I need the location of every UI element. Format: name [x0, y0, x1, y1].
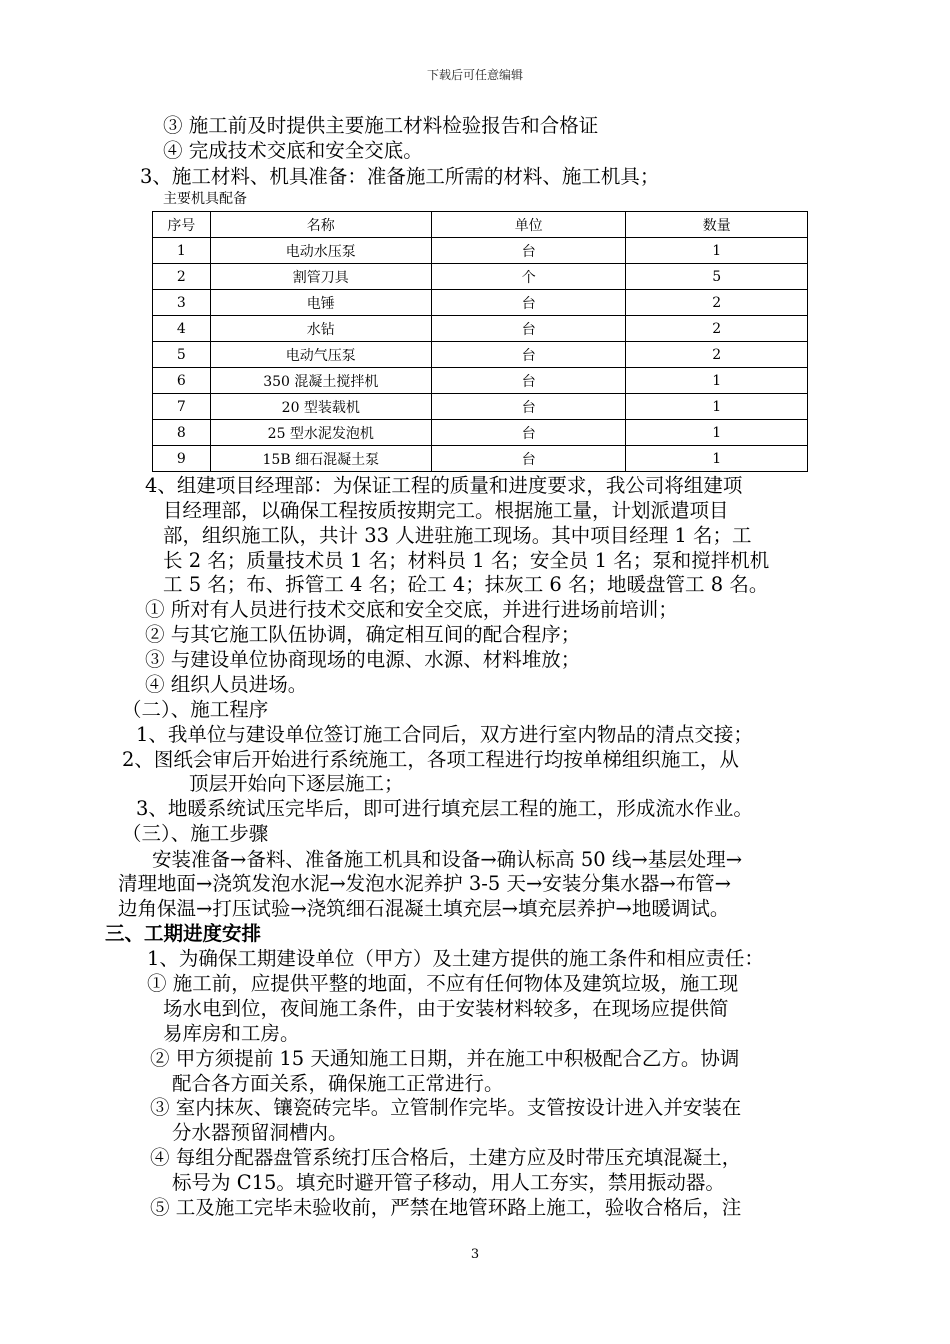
text-line: ③ 与建设单位协商现场的电源、水源、材料堆放；	[145, 648, 581, 671]
table-cell: 个	[431, 264, 625, 290]
equipment-table	[152, 211, 808, 472]
table-header-row	[153, 212, 808, 238]
table-row	[153, 316, 808, 342]
text-line: ① 所对有人员进行技术交底和安全交底，并进行进场前培训；	[145, 598, 678, 621]
text-line: 工 5 名；布、拆管工 4 名；砼工 4；抹灰工 6 名；地暖盘管工 8 名。	[163, 573, 769, 596]
text-line: 边角保温→打压试验→浇筑细石混凝土填充层→填充层养护→地暖调试。	[118, 897, 730, 920]
table-cell: 割管刀具	[210, 264, 431, 290]
text-line: ③ 施工前及时提供主要施工材料检验报告和合格证	[163, 114, 599, 137]
table-cell: 2	[153, 264, 211, 290]
table-row	[153, 342, 808, 368]
table-cell: 1	[626, 446, 808, 472]
table-cell: 2	[626, 316, 808, 342]
table-caption: 主要机具配备	[163, 191, 247, 207]
table-row	[153, 446, 808, 472]
page-header: 下载后可任意编辑	[426, 68, 523, 82]
table-cell: 6	[153, 368, 211, 394]
table-cell: 5	[626, 264, 808, 290]
table-row	[153, 264, 808, 290]
table-cell: 7	[153, 394, 211, 420]
table-cell: 1	[626, 238, 808, 264]
chapter-heading: 三、工期进度安排	[105, 922, 262, 945]
table-cell: 2	[626, 290, 808, 316]
section-heading: （二）、施工程序	[122, 698, 269, 721]
text-line: ③ 室内抹灰、镶瓷砖完毕。立管制作完毕。支管按设计进入并安装在	[150, 1096, 742, 1119]
column-header: 单位	[431, 212, 625, 238]
text-line: ⑤ 工及施工完毕未验收前，严禁在地管环路上施工，验收合格后，注	[150, 1196, 742, 1219]
text-line: 标号为 C15。填充时避开管子移动，用人工夯实，禁用振动器。	[172, 1171, 725, 1194]
table-cell: 台	[431, 290, 625, 316]
table-cell: 电动水压泵	[210, 238, 431, 264]
table-cell: 20 型装载机	[210, 394, 431, 420]
table-cell: 水钻	[210, 316, 431, 342]
table-cell: 电锤	[210, 290, 431, 316]
page-number: 3	[470, 1247, 480, 1262]
text-line: ④ 完成技术交底和安全交底。	[163, 139, 423, 162]
table-row	[153, 290, 808, 316]
text-line: 3、施工材料、机具准备：准备施工所需的材料、施工机具；	[140, 165, 660, 188]
text-line: 4、组建项目经理部：为保证工程的质量和进度要求，我公司将组建项	[145, 474, 743, 497]
table-cell: 4	[153, 316, 211, 342]
table-row	[153, 238, 808, 264]
text-line: 易库房和工房。	[163, 1022, 300, 1045]
text-line: 长 2 名；质量技术员 1 名；材料员 1 名；安全员 1 名；泵和搅拌机机	[163, 549, 770, 572]
text-line: 配合各方面关系，确保施工正常进行。	[172, 1072, 504, 1095]
table-cell: 25 型水泥发泡机	[210, 420, 431, 446]
text-line: 分水器预留洞槽内。	[172, 1121, 348, 1144]
table-cell: 台	[431, 394, 625, 420]
text-line: ② 与其它施工队伍协调，确定相互间的配合程序；	[145, 623, 581, 646]
text-line: ④ 每组分配器盘管系统打压合格后，土建方应及时带压充填混凝土，	[150, 1146, 742, 1169]
table-cell: 台	[431, 420, 625, 446]
table-cell: 台	[431, 316, 625, 342]
text-line: 部，组织施工队，共计 33 人进驻施工现场。其中项目经理 1 名；工	[163, 524, 752, 547]
table-cell: 15B 细石混凝土泵	[210, 446, 431, 472]
column-header: 数量	[626, 212, 808, 238]
table-cell: 电动气压泵	[210, 342, 431, 368]
table-cell: 1	[626, 368, 808, 394]
table-cell: 台	[431, 368, 625, 394]
table-row	[153, 394, 808, 420]
text-line: 1、我单位与建设单位签订施工合同后，双方进行室内物品的清点交接；	[136, 723, 753, 746]
text-line: 顶层开始向下逐层施工；	[189, 772, 404, 795]
table-cell: 台	[431, 238, 625, 264]
table-cell: 5	[153, 342, 211, 368]
table-cell: 1	[626, 420, 808, 446]
text-line: 清理地面→浇筑发泡水泥→发泡水泥养护 3-5 天→安装分集水器→布管→	[118, 872, 731, 895]
table-cell: 350 混凝土搅拌机	[210, 368, 431, 394]
text-line: 3、地暖系统试压完毕后，即可进行填充层工程的施工，形成流水作业。	[136, 797, 753, 820]
table-cell: 1	[626, 394, 808, 420]
text-line: 2、图纸会审后开始进行系统施工，各项工程进行均按单梯组织施工，从	[122, 748, 739, 771]
column-header: 序号	[153, 212, 211, 238]
section-heading: （三）、施工步骤	[122, 822, 269, 845]
table-cell: 1	[153, 238, 211, 264]
text-line: 目经理部，以确保工程按质按期完工。根据施工量，计划派遣项目	[163, 499, 729, 522]
text-line: ④ 组织人员进场。	[145, 673, 308, 696]
table-cell: 8	[153, 420, 211, 446]
table-cell: 台	[431, 342, 625, 368]
text-line: ② 甲方须提前 15 天通知施工日期，并在施工中积极配合乙方。协调	[150, 1047, 740, 1070]
text-line: ① 施工前，应提供平整的地面，不应有任何物体及建筑垃圾，施工现	[147, 972, 739, 995]
text-line: 1、为确保工期建设单位（甲方）及土建方提供的施工条件和相应责任：	[147, 947, 764, 970]
table-cell: 9	[153, 446, 211, 472]
text-line: 安装准备→备料、准备施工机具和设备→确认标高 50 线→基层处理→	[152, 848, 743, 871]
table-row	[153, 420, 808, 446]
table-cell: 3	[153, 290, 211, 316]
table-cell: 2	[626, 342, 808, 368]
text-line: 场水电到位，夜间施工条件，由于安装材料较多，在现场应提供简	[163, 997, 729, 1020]
column-header: 名称	[210, 212, 431, 238]
table-row	[153, 368, 808, 394]
table-cell: 台	[431, 446, 625, 472]
